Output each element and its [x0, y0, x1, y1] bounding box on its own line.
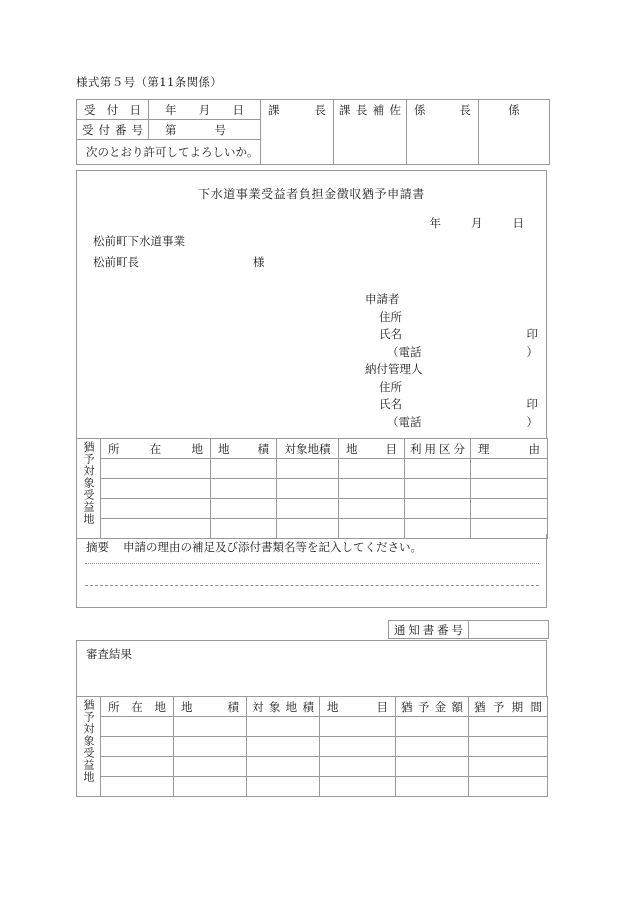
payment-manager-name-label: 氏名 — [379, 397, 402, 411]
receipt-date-label: 受 付 日 — [77, 100, 149, 120]
cell-land-category[interactable] — [320, 757, 396, 777]
payment-manager-phone-open: （電話 — [387, 414, 422, 429]
addressee-honorific: 様 — [253, 255, 265, 269]
remarks-writing-line-1[interactable] — [85, 563, 539, 564]
review-result-box[interactable] — [76, 640, 547, 696]
cell-land-category[interactable] — [320, 777, 396, 797]
document-title: 下水道事業受益者負担金徴収猶予申請書 — [198, 187, 425, 201]
cell-land-category[interactable] — [339, 479, 405, 499]
applicant-seal-label: 印 — [526, 327, 538, 341]
column-header-location: 所 在 地 — [101, 439, 211, 459]
cell-area[interactable] — [211, 459, 277, 479]
date-month-label: 月 — [471, 216, 483, 230]
cell-target-area[interactable] — [277, 499, 339, 519]
cell-deferral-period[interactable] — [469, 717, 548, 737]
applicant-name-row[interactable] — [365, 326, 540, 344]
column-header-area: 地 積 — [174, 697, 247, 717]
payment-manager-address-label[interactable]: 住所 — [379, 379, 402, 394]
table-header-row — [77, 697, 548, 717]
receipt-date-value[interactable]: 年 月 日 — [149, 100, 261, 120]
cell-deferral-amount[interactable] — [396, 717, 469, 737]
cell-location[interactable] — [101, 499, 211, 519]
column-header-target-area: 対象地積 — [277, 439, 339, 459]
signature-cell-deputy-section-chief[interactable]: 課 長 補 佐 — [334, 100, 407, 165]
cell-area[interactable] — [211, 479, 277, 499]
applicant-name-label: 氏名 — [379, 327, 402, 341]
table-row — [77, 499, 548, 519]
column-header-location: 所 在 地 — [101, 697, 174, 717]
remarks-box — [76, 534, 547, 608]
signature-cell-section-chief[interactable]: 課 長 — [261, 100, 334, 165]
cell-location[interactable] — [101, 777, 174, 797]
remarks-label: 摘要 — [86, 540, 109, 554]
payment-manager-heading: 納付管理人 — [365, 362, 423, 376]
remarks-writing-line-2[interactable] — [85, 585, 539, 586]
cell-target-area[interactable] — [277, 459, 339, 479]
addressee-officer-row — [93, 252, 265, 273]
cell-land-category[interactable] — [339, 459, 405, 479]
cell-reason[interactable] — [471, 459, 548, 479]
cell-reason[interactable] — [471, 499, 548, 519]
cell-target-area[interactable] — [247, 737, 320, 757]
remarks-instruction: 申請の理由の補足及び添付書類名等を記入してください。 — [123, 540, 422, 554]
date-year-label: 年 — [429, 216, 441, 230]
cell-usage-class[interactable] — [405, 479, 471, 499]
table-row — [77, 737, 548, 757]
applicant-block — [365, 291, 540, 431]
column-header-land-category: 地 目 — [339, 439, 405, 459]
cell-target-area[interactable] — [247, 757, 320, 777]
notice-number-table — [388, 620, 549, 639]
cell-land-category[interactable] — [339, 499, 405, 519]
addressee-organization: 松前町下水道事業 — [93, 234, 185, 248]
application-body-box — [76, 170, 547, 438]
table-row — [389, 621, 549, 639]
applicant-heading: 申請者 — [365, 292, 400, 306]
notice-number-label: 通 知 書 番 号 — [389, 621, 469, 639]
deferral-land-table-upper — [76, 438, 548, 539]
vertical-label-deferral-land-lower — [77, 697, 101, 797]
receipt-number-label: 受 付 番 号 — [77, 120, 149, 140]
applicant-phone-close: ） — [526, 344, 538, 359]
cell-area[interactable] — [211, 499, 277, 519]
table-row — [77, 717, 548, 737]
cell-location[interactable] — [101, 757, 174, 777]
cell-usage-class[interactable] — [405, 459, 471, 479]
signature-cell-subsection-chief[interactable]: 係 長 — [407, 100, 479, 165]
cell-area[interactable] — [174, 737, 247, 757]
cell-deferral-amount[interactable] — [396, 777, 469, 797]
cell-reason[interactable] — [471, 479, 548, 499]
cell-area[interactable] — [174, 717, 247, 737]
notice-number-value[interactable] — [469, 621, 549, 639]
cell-usage-class[interactable] — [405, 499, 471, 519]
payment-manager-phone-row[interactable] — [365, 414, 540, 432]
column-header-area: 地 積 — [211, 439, 277, 459]
cell-area[interactable] — [174, 777, 247, 797]
applicant-phone-open: （電話 — [387, 344, 422, 359]
cell-area[interactable] — [174, 757, 247, 777]
table-header-row — [77, 439, 548, 459]
addressee-block — [93, 231, 265, 273]
table-row — [77, 100, 550, 120]
signature-cell-staff[interactable]: 係 — [479, 100, 550, 165]
approval-question-text: 次のとおり許可してよろしいか。 — [86, 145, 259, 159]
payment-manager-seal-label: 印 — [526, 397, 538, 411]
table-row — [77, 479, 548, 499]
vertical-label-deferral-land-upper — [77, 439, 101, 539]
table-row — [77, 757, 548, 777]
column-header-deferral-amount: 猶 予 金 額 — [396, 697, 469, 717]
column-header-target-area: 対 象 地 積 — [247, 697, 320, 717]
cell-deferral-amount[interactable] — [396, 737, 469, 757]
cell-deferral-period[interactable] — [469, 777, 548, 797]
cell-deferral-period[interactable] — [469, 757, 548, 777]
column-header-land-category: 地 目 — [320, 697, 396, 717]
vertical-label-text: 猶予対象受益地 — [82, 699, 95, 783]
addressee-officer: 松前町長 — [93, 255, 139, 269]
cell-location[interactable] — [101, 737, 174, 757]
cell-location[interactable] — [101, 717, 174, 737]
payment-manager-phone-close: ） — [526, 414, 538, 429]
review-result-title: 審査結果 — [86, 647, 132, 661]
receipt-number-value[interactable]: 第 号 — [149, 120, 261, 140]
payment-manager-name-row[interactable] — [365, 396, 540, 414]
receipt-approval-table — [76, 99, 550, 165]
cell-target-area[interactable] — [277, 479, 339, 499]
cell-land-category[interactable] — [320, 717, 396, 737]
applicant-address-label[interactable]: 住所 — [379, 309, 402, 324]
application-date-line — [430, 215, 525, 231]
deferral-land-table-lower — [76, 696, 548, 797]
cell-land-category[interactable] — [320, 737, 396, 757]
remarks-header — [86, 539, 422, 555]
cell-target-area[interactable] — [247, 777, 320, 797]
cell-target-area[interactable] — [247, 717, 320, 737]
cell-location[interactable] — [101, 459, 211, 479]
date-day-label: 日 — [512, 216, 524, 230]
table-row — [77, 459, 548, 479]
column-header-usage-class: 利 用 区 分 — [405, 439, 471, 459]
column-header-deferral-period: 猶 予 期 間 — [469, 697, 548, 717]
cell-location[interactable] — [101, 479, 211, 499]
approval-question-cell — [77, 140, 261, 165]
cell-deferral-amount[interactable] — [396, 757, 469, 777]
applicant-phone-row[interactable] — [365, 344, 540, 362]
column-header-reason: 理 由 — [471, 439, 548, 459]
form-number-heading: 様式第５号（第11条関係） — [76, 75, 223, 89]
vertical-label-text: 猶予対象受益地 — [82, 441, 95, 525]
cell-deferral-period[interactable] — [469, 737, 548, 757]
table-row — [77, 777, 548, 797]
